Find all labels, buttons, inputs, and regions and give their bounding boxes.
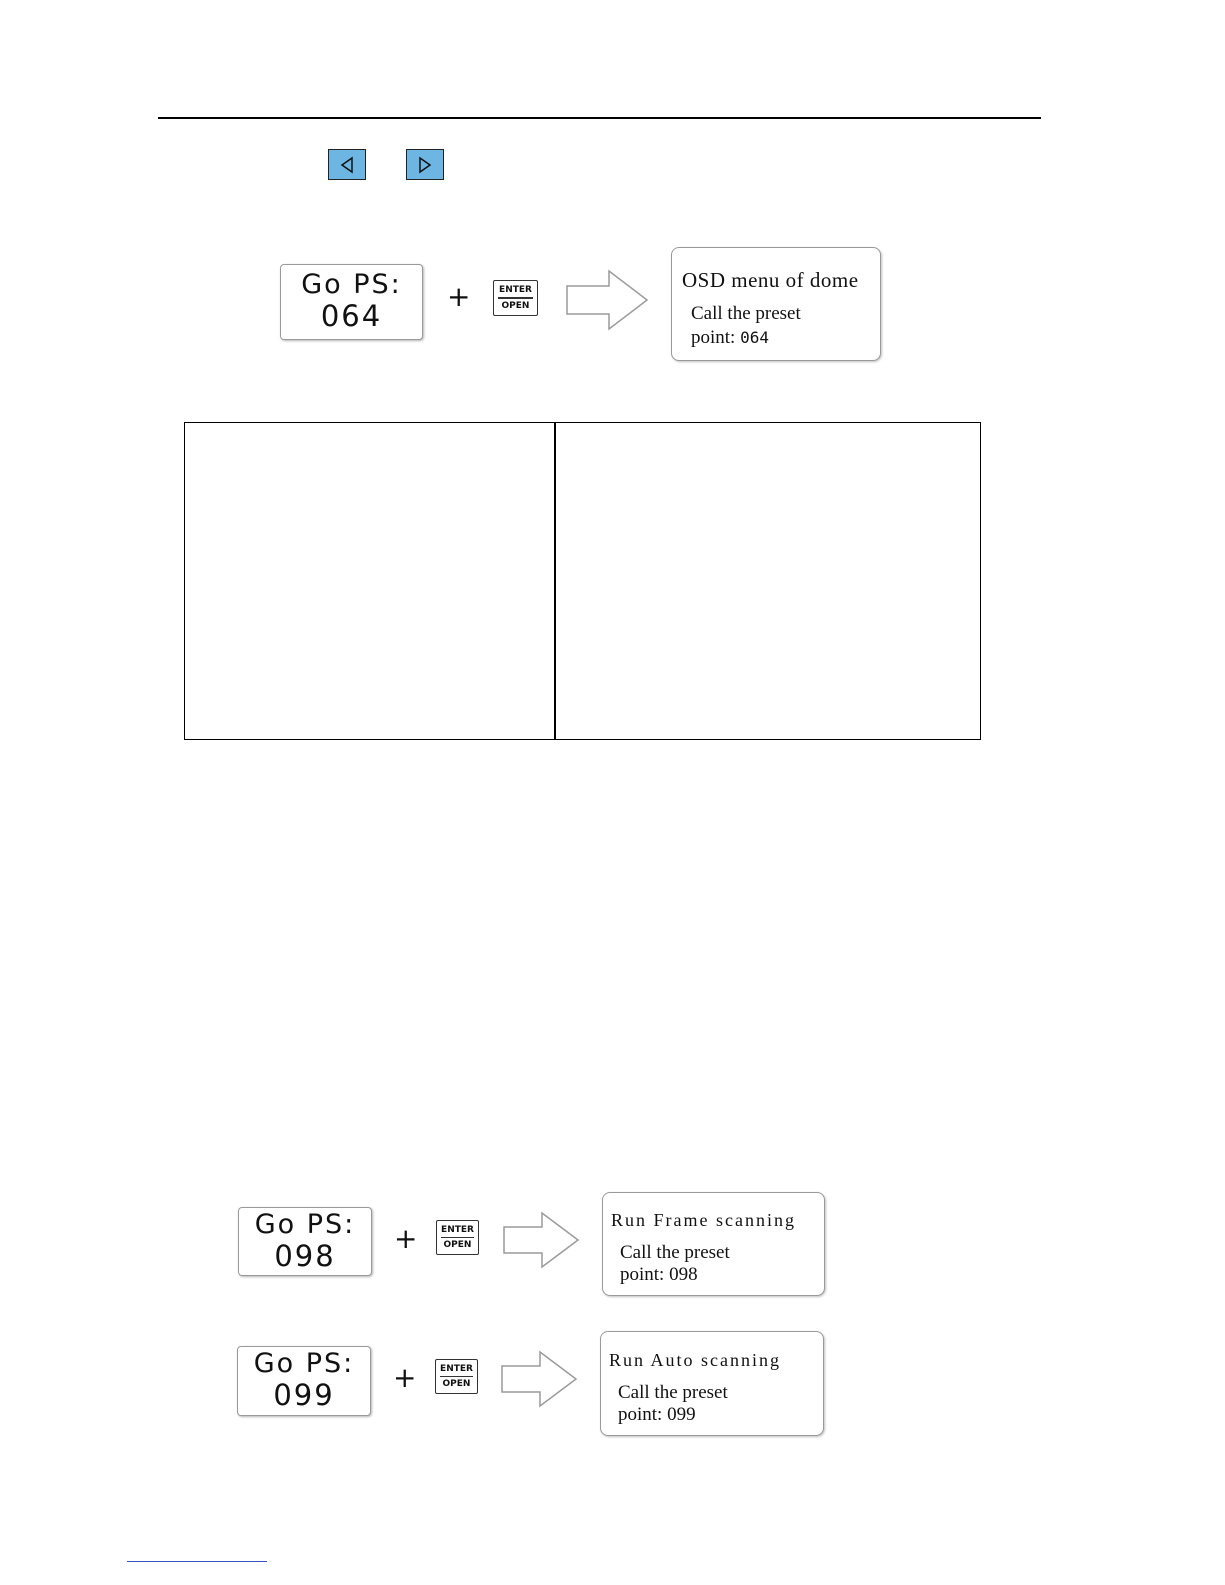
osd-point-value: 064 <box>740 328 769 347</box>
keypad-display-line2: 064 <box>320 299 383 334</box>
enter-key-bottom-label: OPEN <box>443 1240 472 1251</box>
osd-point-label: point: <box>620 1264 665 1285</box>
osd-line2 <box>691 327 769 349</box>
keypad-display-064 <box>280 264 423 340</box>
plus-sign: + <box>447 280 471 313</box>
plus-sign: + <box>393 1361 417 1394</box>
plus-sign: + <box>394 1222 418 1255</box>
right-arrow-button[interactable] <box>406 149 444 180</box>
keypad-display-line1: Go PS: <box>254 1208 356 1240</box>
enter-key-bottom-label: OPEN <box>442 1379 471 1390</box>
enter-key-bottom-label: OPEN <box>501 300 530 311</box>
enter-open-key[interactable] <box>493 280 538 316</box>
osd-line1: Call the preset <box>620 1242 730 1263</box>
right-hollow-arrow-icon <box>502 1211 580 1269</box>
header-rule <box>158 117 1041 119</box>
table-column-divider <box>554 422 556 740</box>
keypad-display-line2: 099 <box>273 1378 335 1413</box>
keypad-display-098 <box>238 1207 372 1276</box>
osd-panel-064 <box>671 247 881 361</box>
enter-open-key[interactable] <box>436 1220 479 1255</box>
osd-line1: Call the preset <box>691 303 801 324</box>
right-hollow-arrow-icon <box>500 1350 578 1408</box>
osd-title: OSD menu of dome <box>682 268 859 292</box>
osd-point-value: 098 <box>669 1264 698 1285</box>
arrow-right-icon <box>417 156 433 174</box>
keypad-display-line1: Go PS: <box>301 269 402 301</box>
osd-point-label: point: <box>691 327 736 348</box>
enter-open-key[interactable] <box>435 1359 478 1394</box>
keypad-display-099 <box>237 1346 371 1416</box>
keypad-display-line1: Go PS: <box>253 1348 355 1380</box>
osd-panel-099 <box>600 1331 824 1436</box>
enter-key-top-label: ENTER <box>440 1363 473 1374</box>
keypad-display-line2: 098 <box>274 1238 336 1273</box>
right-hollow-arrow-icon <box>565 269 649 331</box>
osd-line2 <box>618 1404 696 1426</box>
osd-point-value: 099 <box>667 1404 696 1425</box>
enter-key-top-label: ENTER <box>441 1224 474 1235</box>
enter-key-top-label: ENTER <box>499 285 532 296</box>
left-arrow-button[interactable] <box>328 149 366 180</box>
osd-title: Run Frame scanning <box>611 1210 796 1230</box>
osd-panel-098 <box>602 1192 825 1296</box>
osd-line2 <box>620 1264 698 1286</box>
arrow-left-icon <box>339 156 355 174</box>
footer-link-underline[interactable] <box>127 1561 267 1562</box>
empty-table <box>184 422 981 740</box>
osd-point-label: point: <box>618 1404 663 1425</box>
osd-title: Run Auto scanning <box>609 1350 781 1370</box>
osd-line1: Call the preset <box>618 1382 728 1403</box>
